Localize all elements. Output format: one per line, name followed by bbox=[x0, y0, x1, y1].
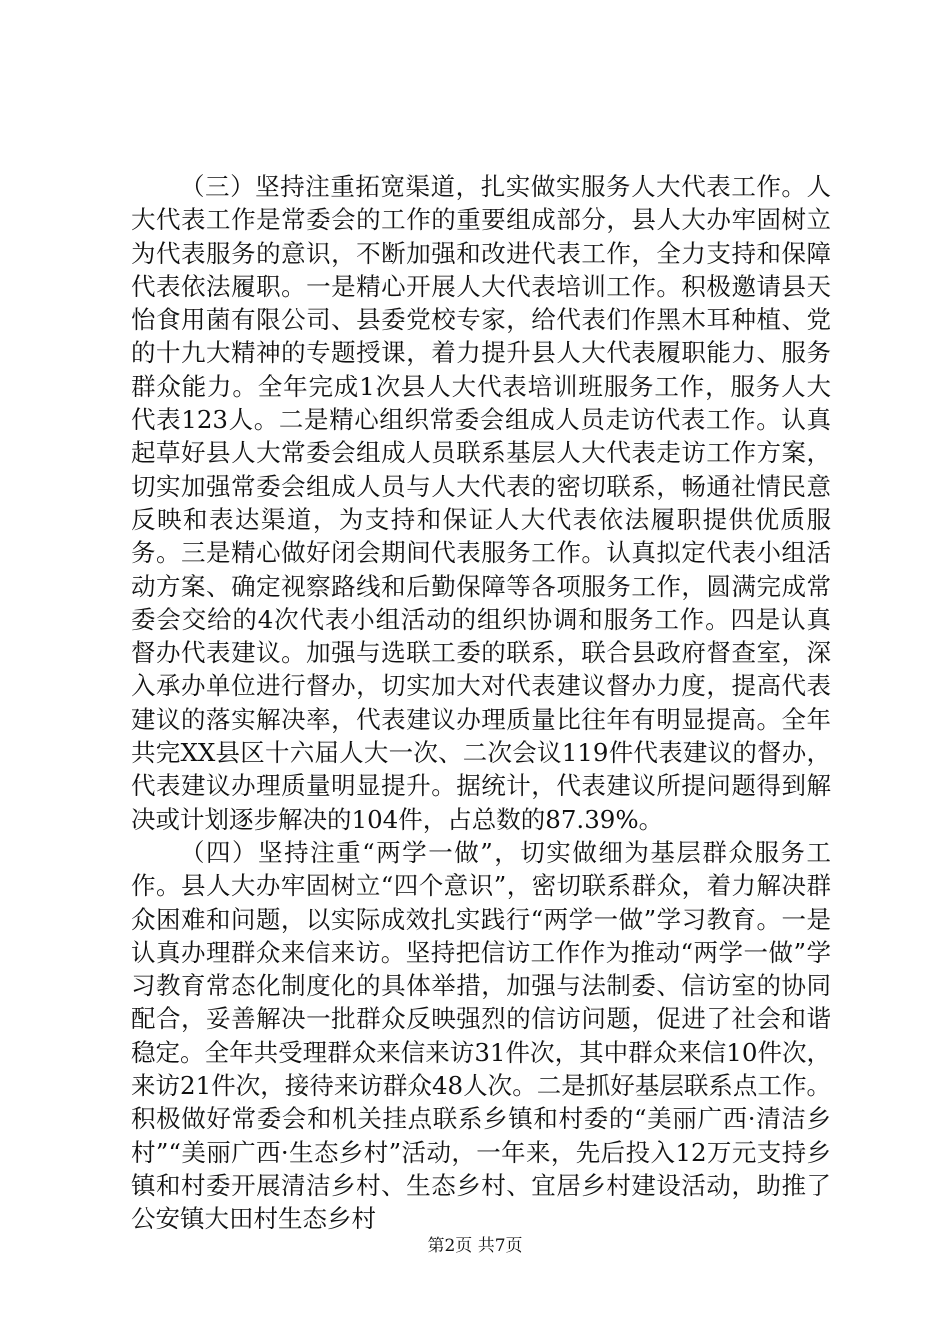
paragraph-section-four: （四）坚持注重“两学一做”，切实做细为基层群众服务工作。县人大办牢固树立“四个意识”，密切联系群众，着力解决群众困难和问题，以实际成效扎实践行“两学一做”学习教育。一是认真办理群众来信来访。坚持把信访工作作为推动“两学一做”学习教育常态化制度化的具体举措，加强与法制委、信访室的协同配合，妥善解决一批群众反映强烈的信访问题，促进了社会和谐稳定。全年共受理群众来信来访31件次，其中群众来信10件次，来访21件次，接待来访群众48人次。二是抓好基层联系点工作。积极做好常委会和机关挂点联系乡镇和村委的“美丽广西·清洁乡村”“美丽广西·生态乡村”活动，一年来，先后投入12万元支持乡镇和村委开展清洁乡村、生态乡村、宜居乡村建设活动，助推了公安镇大田村生态乡村 bbox=[131, 837, 831, 1234]
paragraph-section-three: （三）坚持注重拓宽渠道，扎实做实服务人大代表工作。人大代表工作是常委会的工作的重要组成部分，县人大办牢固树立为代表服务的意识，不断加强和改进代表工作，全力支持和保障代表依法履职。一是精心开展人大代表培训工作。积极邀请县天怡食用菌有限公司、县委党校专家，给代表们作黑木耳种植、党的十九大精神的专题授课，着力提升县人大代表履职能力、服务群众能力。全年完成1次县人大代表培训班服务工作，服务人大代表123人。二是精心组织常委会组成人员走访代表工作。认真起草好县人大常委会组成人员联系基层人大代表走访工作方案，切实加强常委会组成人员与人大代表的密切联系，畅通社情民意反映和表达渠道，为支持和保证人大代表依法履职提供优质服务。三是精心做好闭会期间代表服务工作。认真拟定代表小组活动方案、确定视察路线和后勤保障等各项服务工作，圆满完成常委会交给的4次代表小组活动的组织协调和服务工作。四是认真督办代表建议。加强与选联工委的联系，联合县政府督查室，深入承办单位进行督办，切实加大对代表建议督办力度，提高代表建议的落实解决率，代表建议办理质量比往年有明显提高。全年共完XX县区十六届人大一次、二次会议119件代表建议的督办，代表建议办理质量明显提升。据统计，代表建议所提问题得到解决或计划逐步解决的104件，占总数的87.39%。 bbox=[131, 172, 831, 834]
document-body bbox=[131, 170, 831, 1236]
page-number-footer: 第2页 共7页 bbox=[427, 1236, 523, 1256]
